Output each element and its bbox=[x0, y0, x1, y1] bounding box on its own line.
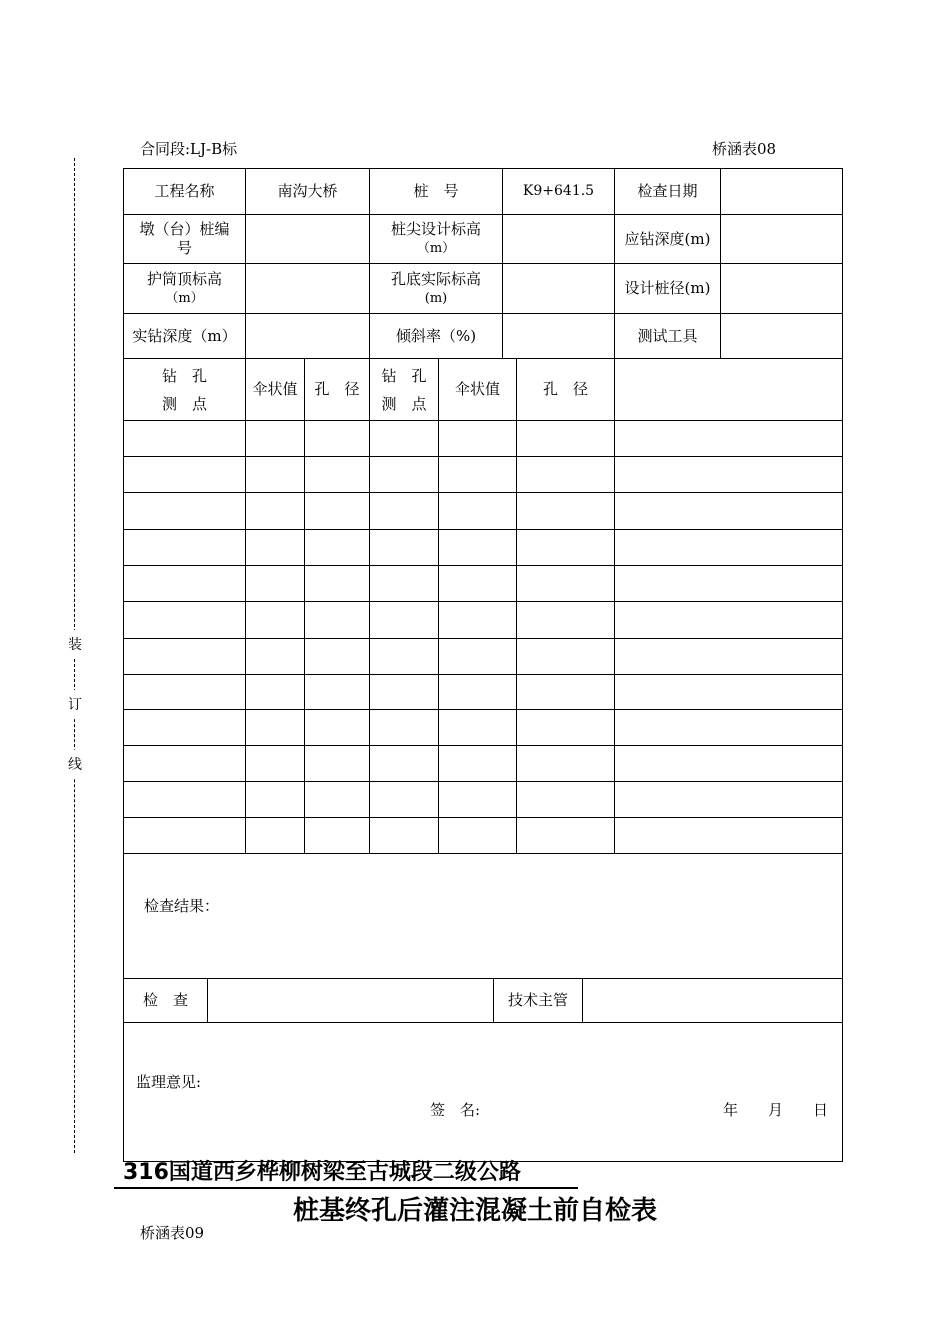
contract-section: 合同段:LJ-B标 bbox=[140, 140, 238, 158]
umbrella-header-b: 伞状值 bbox=[454, 380, 500, 398]
signature-label: 签 名: bbox=[430, 1101, 481, 1119]
drill-point-b-line1: 钻 孔 bbox=[381, 366, 427, 385]
umbrella-header-a: 伞状值 bbox=[252, 380, 298, 398]
test-tool-label: 测试工具 bbox=[637, 326, 698, 345]
supervision-opinion-label: 监理意见: bbox=[136, 1073, 202, 1091]
drill-point-b-line2: 测 点 bbox=[381, 394, 427, 413]
tech-lead-label: 技术主管 bbox=[507, 991, 568, 1009]
pile-no-value: K9+641.5 bbox=[522, 183, 595, 199]
should-depth-label: 应钻深度(m) bbox=[624, 229, 711, 248]
casing-top-elev-line2: （m） bbox=[165, 290, 204, 306]
tip-design-elev-line2: （m） bbox=[416, 241, 456, 256]
form-title: 桩基终孔后灌注混凝土前自检表 bbox=[292, 1196, 657, 1226]
binding-char-3: 线 bbox=[68, 750, 82, 778]
pile-no-label: 桩 号 bbox=[413, 182, 459, 200]
project-name-value: 南沟大桥 bbox=[277, 182, 338, 200]
pier-label-line2: 号 bbox=[176, 239, 192, 257]
binding-char-1: 装 bbox=[68, 630, 82, 658]
casing-top-elev-line1: 护筒顶标高 bbox=[146, 269, 222, 288]
casing-top-elev-label bbox=[124, 264, 245, 313]
pier-pile-no-label bbox=[124, 215, 245, 263]
design-diameter-label: 设计桩径(m) bbox=[624, 279, 711, 297]
drill-point-a-line2: 测 点 bbox=[161, 394, 207, 413]
check-result-label: 检查结果： bbox=[144, 897, 220, 915]
project-name-label: 工程名称 bbox=[154, 182, 215, 200]
hole-bottom-elev-line1: 孔底实际标高 bbox=[390, 269, 481, 288]
pier-label-line1: 墩（台）桩编 bbox=[139, 220, 230, 238]
tip-design-elev-line1: 桩尖设计标高 bbox=[390, 220, 481, 238]
tip-design-elev-label bbox=[370, 215, 502, 263]
tilt-rate-label: 倾斜率（%) bbox=[395, 326, 477, 345]
road-title-underline bbox=[114, 1187, 578, 1189]
check-date-label: 检查日期 bbox=[637, 182, 698, 200]
actual-depth-label: 实钻深度（m） bbox=[132, 326, 237, 345]
form-code: 桥涵表08 bbox=[712, 140, 777, 158]
date-label: 年 月 日 bbox=[723, 1101, 829, 1119]
next-form-code: 桥涵表09 bbox=[140, 1224, 205, 1242]
check-label: 检 查 bbox=[142, 991, 188, 1009]
hole-bottom-elev-line2: (m) bbox=[424, 290, 448, 306]
binding-char-2: 订 bbox=[68, 690, 82, 718]
drill-point-a-line1: 钻 孔 bbox=[161, 366, 207, 385]
diameter-header-a: 孔 径 bbox=[314, 380, 360, 398]
road-title: 316国道西乡桦柳树梁至古城段二级公路 bbox=[123, 1160, 521, 1185]
diameter-header-b: 孔 径 bbox=[542, 380, 588, 398]
drill-point-header-b bbox=[370, 359, 438, 420]
hole-bottom-elev-label bbox=[370, 264, 502, 313]
drill-point-header-a bbox=[124, 359, 245, 420]
inspection-form bbox=[123, 168, 843, 1162]
